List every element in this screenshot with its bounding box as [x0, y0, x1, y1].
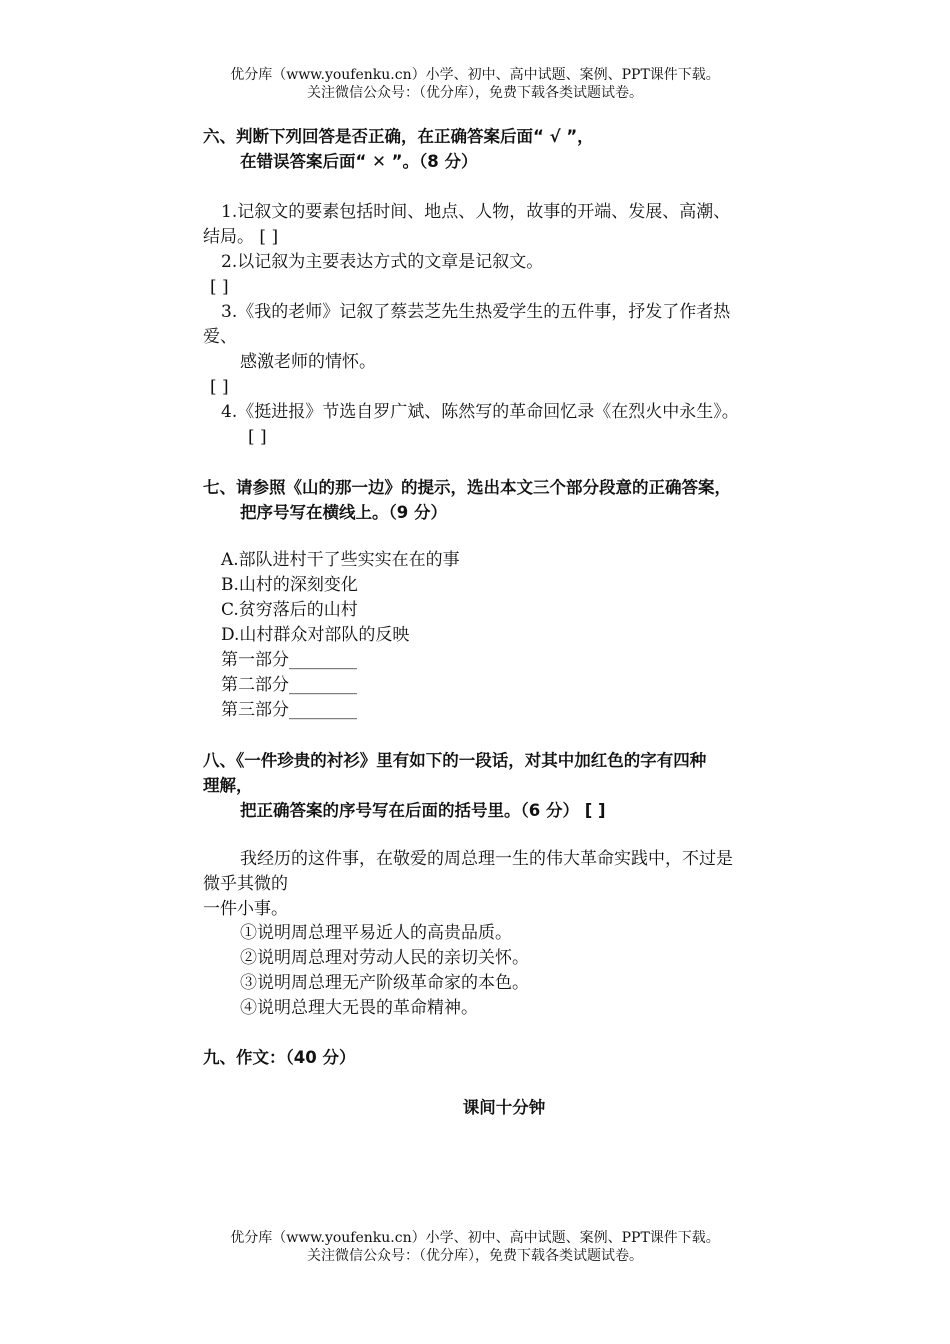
footer-line-1: 优分库（www.youfenku.cn）小学、初中、高中试题、案例、PPT课件下载。: [230, 1230, 720, 1246]
quote-line1: 我经历的这件事，在敬爱的周总理一生的伟大革命实践中，不过是: [240, 849, 733, 869]
q4-line2: [ ]: [248, 427, 267, 447]
choice-4: ④说明总理大无畏的革命精神。: [240, 998, 478, 1018]
quote-line3: 一件小事。: [203, 899, 288, 919]
option-b: B.山村的深刻变化: [221, 575, 358, 595]
option-a: A.部队进村干了些实实在在的事: [221, 550, 460, 570]
essay-title: 课间十分钟: [462, 1098, 546, 1117]
section7-title-line1: 七、请参照《山的那一边》的提示，选出本文三个部分段意的正确答案，: [203, 478, 731, 497]
section8-title-line3: 把正确答案的序号写在后面的括号里。（6 分） [ ]: [240, 801, 606, 820]
q3-line3: 感激老师的情怀。: [240, 352, 376, 372]
choice-2: ②说明周总理对劳动人民的亲切关怀。: [240, 948, 529, 968]
section8-title-line1: 八、《一件珍贵的衬衫》里有如下的一段话，对其中加红色的字有四种: [203, 751, 707, 770]
q1-line1: 1.记叙文的要素包括时间、地点、人物，故事的开端、发展、高潮、: [221, 202, 731, 222]
part-3-blank: 第三部分________: [221, 700, 357, 720]
section8-title-line2: 理解，: [203, 776, 253, 795]
part-1-blank: 第一部分________: [221, 650, 357, 670]
part-2-blank: 第二部分________: [221, 675, 357, 695]
q1-line2: 结局。 [ ]: [203, 227, 279, 247]
q3-line1: 3.《我的老师》记叙了蔡芸芝先生热爱学生的五件事，抒发了作者热: [221, 302, 731, 322]
section9-title: 九、作文：（40 分）: [203, 1048, 356, 1067]
header-line-2: 关注微信公众号：（优分库），免费下载各类试题试卷。: [307, 85, 643, 101]
header-line-1: 优分库（www.youfenku.cn）小学、初中、高中试题、案例、PPT课件下载。: [230, 67, 720, 83]
q3-line4: [ ]: [210, 377, 229, 397]
q4-line1: 4.《挺进报》节选自罗广斌、陈然写的革命回忆录《在烈火中永生》。: [221, 402, 739, 422]
option-d: D.山村群众对部队的反映: [221, 625, 410, 645]
choice-1: ①说明周总理平易近人的高贵品质。: [240, 923, 512, 943]
section6-title-line1: 六、判断下列回答是否正确，在正确答案后面“ √ ”，: [203, 127, 594, 146]
section6-title-line2: 在错误答案后面“ ✕ ”。（8 分）: [240, 152, 478, 171]
q3-line2: 爱、: [203, 327, 237, 347]
q2-line1: 2.以记叙为主要表达方式的文章是记叙文。: [221, 252, 544, 272]
section7-title-line2: 把序号写在横线上。（9 分）: [240, 503, 447, 522]
quote-line2: 微乎其微的: [203, 874, 288, 894]
q2-line2: [ ]: [210, 277, 229, 297]
footer-line-2: 关注微信公众号：（优分库），免费下载各类试题试卷。: [307, 1248, 643, 1264]
option-c: C.贫穷落后的山村: [221, 600, 358, 620]
choice-3: ③说明周总理无产阶级革命家的本色。: [240, 973, 529, 993]
